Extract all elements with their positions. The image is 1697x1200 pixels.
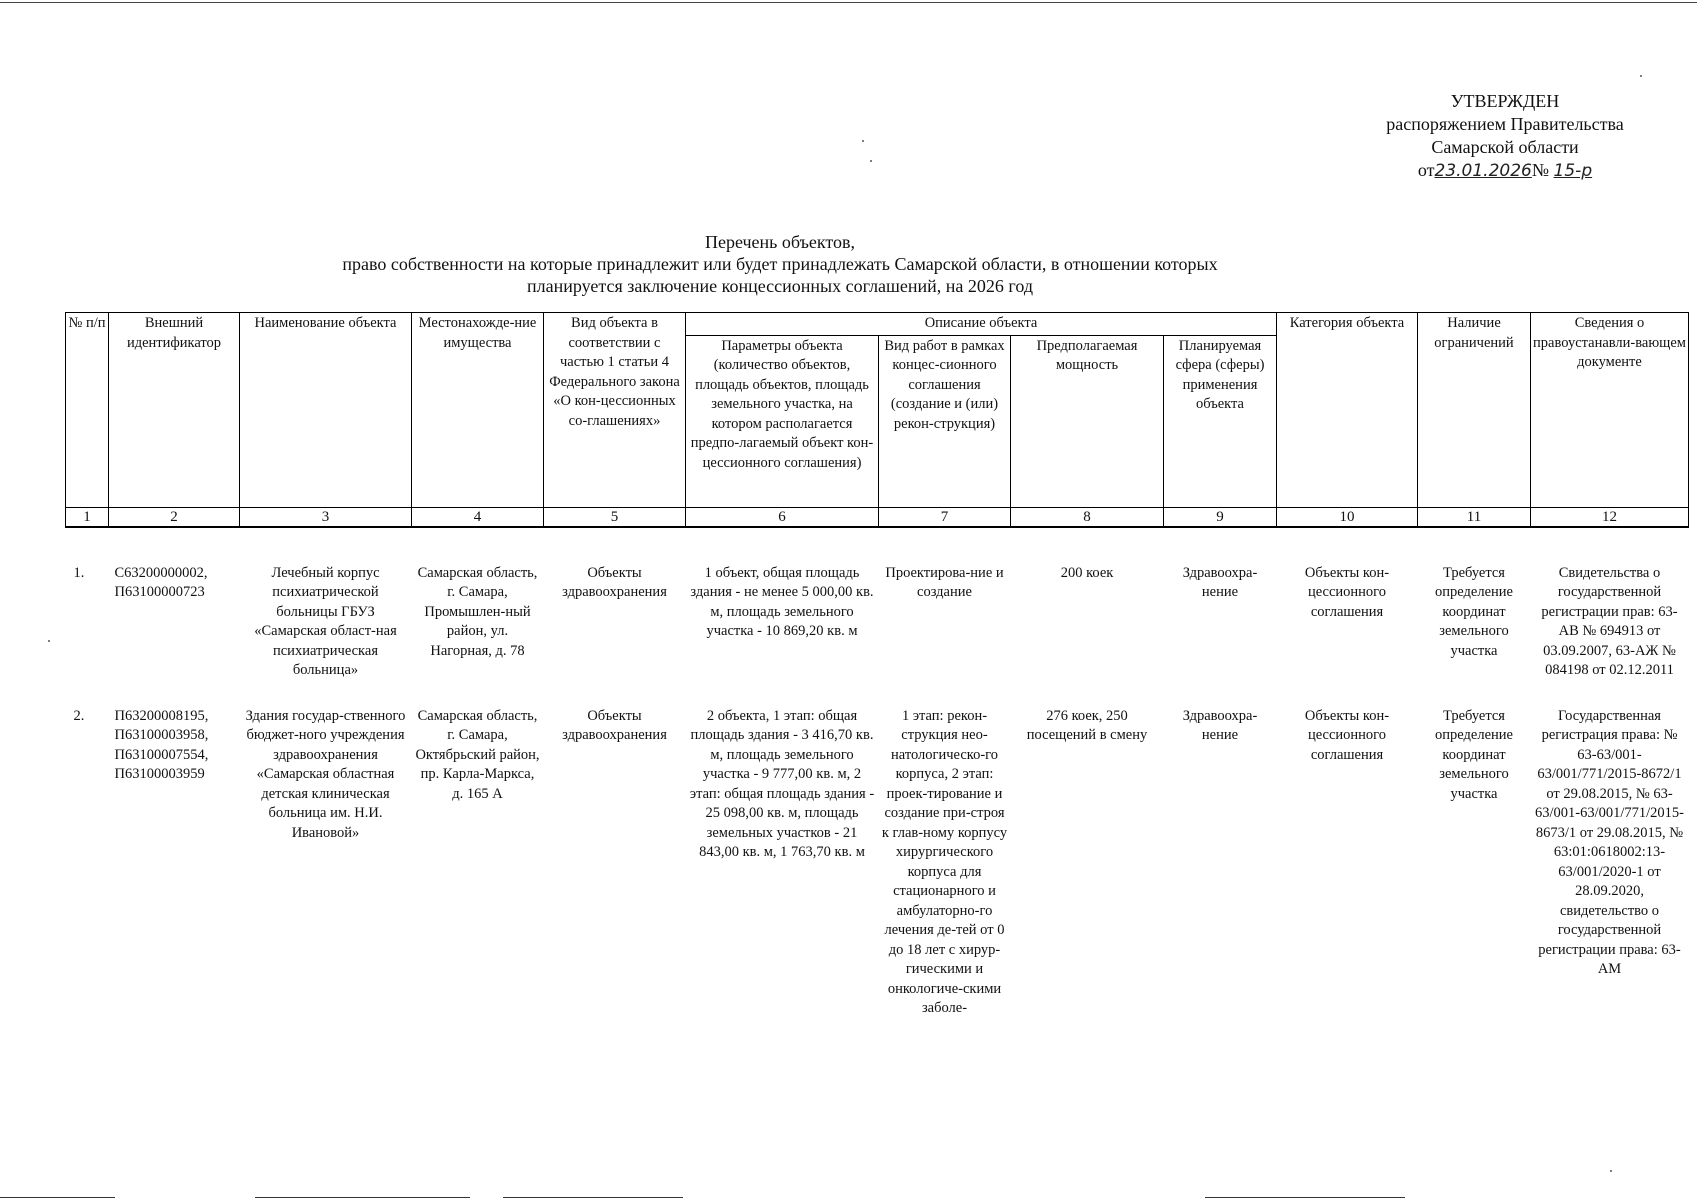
title-line-1: Перечень объектов, [704,232,856,252]
objects-table [65,312,1689,1019]
approval-date-line [1355,159,1655,183]
cell-sphere: Здравоохра-нение [1182,564,1258,600]
column-number: 2 [109,507,240,527]
cell-capacity: 276 коек, 250 посещений в смену [1026,707,1148,743]
header-location: Местонахожде-ние имущества [412,313,544,508]
column-number: 12 [1531,507,1689,527]
cell-works: Проектирова-ние и создание [885,564,1004,600]
column-number: 11 [1418,507,1531,527]
cell-doc-info: Государственная регистрация права: № 63-63/001-63/001/771/2015-8672/1 от 29.08.2015, № 63-63/001-63/001/771/2015-8673/1 от 29.08.2015, № 63:01:0618002:13-63/001/2020-1 от 28.09.2020, свидетельство о государственной регистрации права: 63-АМ [1534,707,1685,977]
cell-works: 1 этап: рекон-струкция нео-натологическо-го корпуса, 2 этап: проек-тирование и создание при-строя к глав-ному корпусу хирургического корпуса для стационарного и амбулаторно-го лечения де-тей от 0 до 18 лет с хирур-гическими и онкологиче-скими заболе- [881,707,1008,1016]
cell-name: Здания государ-ственного бюджет-ного учреждения здравоохранения «Самарская областная детская клиническая больница им. Н.И. Ивановой» [245,707,406,841]
column-number: 4 [412,507,544,527]
approval-from-label: от [1417,160,1435,180]
title-line-2: право собственности на которые принадлежит или будет принадлежать Самарской области, в отношении которых [342,254,1218,274]
scan-speck [1610,1170,1612,1172]
scan-edge-top [0,2,1697,3]
approval-number-label: № [1531,160,1550,180]
header-description: Описание объекта [686,313,1277,336]
cell-category: Объекты кон-цессионного соглашения [1304,564,1390,620]
approval-number: 15-р [1553,161,1593,181]
cell-sphere: Здравоохра-нение [1182,707,1258,743]
cell-num: 2. [73,707,85,724]
cell-kind: Объекты здравоохранения [562,707,667,743]
header-category: Категория объекта [1277,313,1418,508]
cell-name: Лечебный корпус психиатрической больницы ГБУЗ «Самарская област-ная психиатрическая больница» [254,564,397,678]
cell-params: 1 объект, общая площадь здания - не менее 5 000,00 кв. м, площадь земельного участка - 10 869,20 кв. м [690,564,874,639]
header-capacity: Предполагаемая мощность [1011,335,1164,507]
cell-location: Самарская область, г. Самара, Октябрьский район, пр. Карла-Маркса, д. 165 А [415,707,540,802]
column-number: 6 [686,507,879,527]
cell-restrictions: Требуется определение координат земельного участка [1435,564,1513,659]
scan-speck [862,140,864,142]
cell-kind: Объекты здравоохранения [562,564,667,600]
header-restrictions: Наличие ограничений [1418,313,1531,508]
approval-date: 23.01.2026 [1434,161,1532,181]
header-doc-info: Сведения о правоустанавли-вающем документе [1531,313,1689,508]
column-number: 8 [1011,507,1164,527]
table-row [66,527,1689,707]
header-sphere: Планируемая сфера (сферы) применения объекта [1164,335,1277,507]
approval-region: Самарской области [1431,137,1579,157]
column-number: 5 [544,507,686,527]
cell-restrictions: Требуется определение координат земельного участка [1435,707,1513,802]
title-line-3: планируется заключение концессионных соглашений, на 2026 год [526,276,1033,296]
scan-speck [1640,75,1642,77]
approval-decree: распоряжением Правительства [1386,114,1624,134]
approval-heading: УТВЕРЖДЕН [1450,91,1560,111]
cell-location: Самарская область, г. Самара, Промышлен-ный район, ул. Нагорная, д. 78 [417,564,538,659]
cell-params: 2 объекта, 1 этап: общая площадь здания - 3 416,70 кв. м, площадь земельного участка - 9 777,00 кв. м, 2 этап: общая площадь здания - 25 098,00 кв. м, площадь земельных участков - 21 843,00 кв. м, 1 763,70 кв. м [689,707,875,860]
column-numbers-row [66,507,1689,527]
scan-edge-bottom-1 [0,1197,115,1198]
cell-doc-info: Свидетельства о государственной регистрации прав: 63-АВ № 694913 от 03.09.2007, 63-АЖ № 084198 от 02.12.2011 [1541,564,1678,678]
column-number: 1 [66,507,109,527]
header-works: Вид работ в рамках концес-сионного соглашения (создание и (или) рекон-струкция) [879,335,1011,507]
header-row-1 [66,313,1689,336]
header-params: Параметры объекта (количество объектов, площадь объектов, площадь земельного участка, на котором располагается предпо-лагаемый объект кон-цессионного соглашения) [686,335,879,507]
header-num: № п/п [66,313,109,508]
header-ext-id: Внешний идентификатор [109,313,240,508]
header-kind: Вид объекта в соответствии с частью 1 статьи 4 Федерального закона «О кон-цессионных со-глашениях» [544,313,686,508]
cell-ext-id: П63200008195, П63100003958, П63100007554, П63100003959 [114,707,209,782]
document-title [0,231,1560,297]
scan-edge-bottom-4 [1205,1197,1405,1198]
column-number: 10 [1277,507,1418,527]
header-name: Наименование объекта [240,313,412,508]
cell-category: Объекты кон-цессионного соглашения [1304,707,1390,763]
column-number: 9 [1164,507,1277,527]
scan-edge-bottom-2 [255,1197,470,1198]
table-row [66,707,1689,1019]
scan-speck [48,640,50,642]
scan-edge-bottom-3 [503,1197,683,1198]
column-number: 3 [240,507,412,527]
approval-block [1355,90,1655,183]
scan-speck [870,160,872,162]
cell-ext-id: С63200000002, П63100000723 [114,564,208,600]
cell-num: 1. [73,564,85,581]
cell-capacity: 200 коек [1060,564,1114,581]
column-number: 7 [879,507,1011,527]
